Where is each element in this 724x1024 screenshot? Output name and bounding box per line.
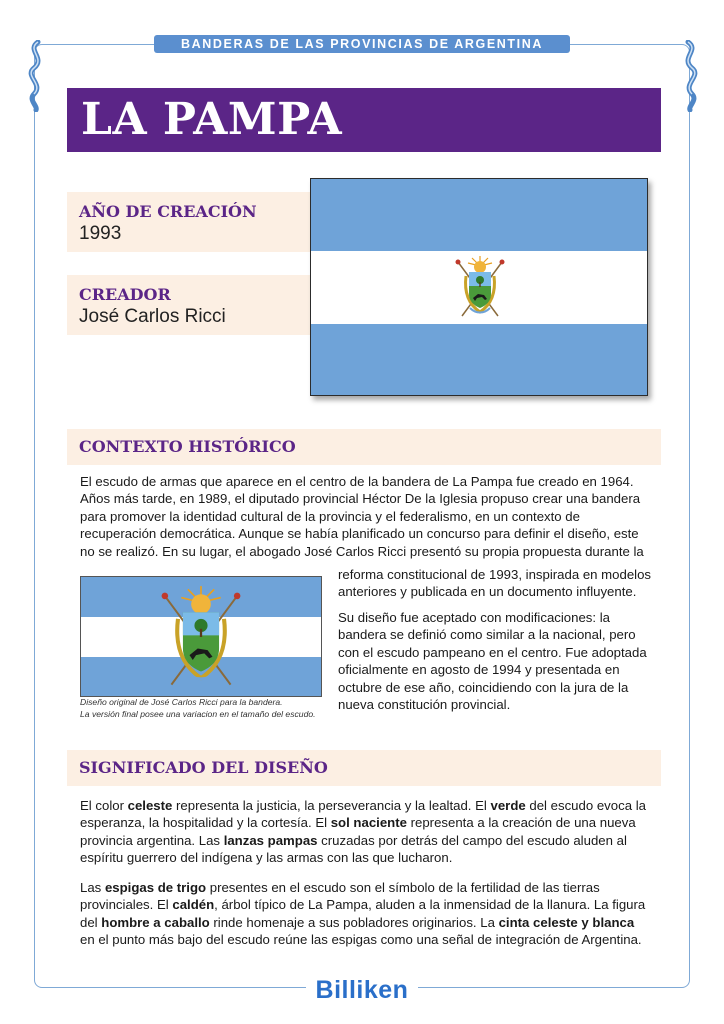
creator-value: José Carlos Ricci bbox=[79, 306, 226, 327]
flag-stripe-bottom bbox=[311, 324, 647, 396]
ribbon-left-decoration bbox=[24, 40, 48, 112]
creator-box bbox=[67, 275, 310, 335]
ribbon-right-decoration bbox=[678, 40, 702, 112]
page-title: LA PAMPA bbox=[81, 94, 343, 145]
la-pampa-flag bbox=[310, 178, 648, 396]
year-label: AÑO DE CREACIÓN bbox=[79, 202, 257, 221]
billiken-logo bbox=[306, 972, 418, 1008]
text-run: rinde homenaje a sus pobladores originarios. La bbox=[209, 914, 499, 930]
significado-paragraph-2 bbox=[80, 879, 650, 949]
highlight-term: celeste bbox=[127, 798, 173, 813]
contexto-paragraph-1: El escudo de armas que aparece en el centro de la bandera de La Pampa fue creado en 1964. Años más tarde, en 1989, el diputado provincial Héctor De la Iglesia propuso crear una bandera para promover la identidad cultural de la provincia y el federalismo, en un contexto de recuperación democrática. Aunque se había planificado un concurso para definir el diseño, este no se realizó. En su lugar, el abogado José Carlos Ricci presentó su propia propuesta durante la bbox=[80, 474, 644, 559]
title-bar bbox=[67, 88, 661, 152]
highlight-term: hombre a caballo bbox=[101, 914, 210, 930]
highlight-term: verde bbox=[490, 798, 526, 813]
series-banner: BANDERAS DE LAS PROVINCIAS DE ARGENTINA bbox=[154, 35, 570, 53]
logo-text: Billiken bbox=[315, 976, 409, 1004]
section-significado bbox=[67, 750, 661, 786]
text-run: representa a la creación de una nueva provincia argentina. Las bbox=[80, 815, 636, 848]
caption-line-2: La versión final posee una variacion en el tamaño del escudo. bbox=[80, 708, 316, 719]
text-run: representa la justicia, la perseverancia y la lealtad. El bbox=[172, 798, 491, 813]
text-run: cruzadas por detrás del campo del escudo aluden al espíritu guerrero del indígena y las armas con las que lucharon. bbox=[80, 832, 627, 866]
flag-stripe-top bbox=[311, 179, 647, 251]
contexto-paragraph-1-continued: reforma constitucional de 1993, inspirada en modelos anteriores y publicada en un documento influyente. bbox=[338, 567, 652, 600]
significado-paragraph-1 bbox=[80, 797, 650, 867]
contexto-paragraph-2: Su diseño fue aceptado con modificaciones: la bandera se definió como similar a la nacional, pero con el escudo pampeano en el centro. Fue adoptada oficialmente en agosto de 1994 y presentada en octubre de ese año, coincidiendo con la jura de la nueva constitución provincial. bbox=[338, 610, 647, 713]
text-run: del escudo evoca la esperanza, la hospitalidad y la cortesía. El bbox=[80, 798, 646, 831]
text-run: en el punto más bajo del escudo reúne las espigas como una señal de integración de Argentina. bbox=[80, 932, 642, 948]
original-flag-image bbox=[80, 576, 322, 697]
year-box bbox=[67, 192, 310, 252]
section-contexto bbox=[67, 429, 661, 465]
caption-line-1: Diseño original de José Carlos Ricci para la bandera. bbox=[80, 697, 283, 707]
original-coat-of-arms-icon bbox=[155, 581, 247, 693]
highlight-term: caldén bbox=[172, 897, 215, 913]
highlight-term: sol naciente bbox=[330, 815, 407, 831]
contexto-heading: CONTEXTO HISTÓRICO bbox=[79, 437, 296, 456]
significado-heading: SIGNIFICADO DEL DISEÑO bbox=[79, 758, 328, 777]
text-run: presentes en el escudo son el símbolo de la fertilidad de las tierras provinciales. El bbox=[80, 880, 600, 913]
year-value: 1993 bbox=[79, 223, 122, 244]
text-run: El color bbox=[80, 798, 128, 813]
text-run: Las bbox=[80, 880, 105, 895]
text-run: , árbol típico de La Pampa, aluden a la inmensidad de la llanura. La figura del bbox=[80, 897, 646, 930]
highlight-term: espigas de trigo bbox=[104, 880, 207, 895]
creator-label: CREADOR bbox=[79, 285, 171, 304]
highlight-term: cinta celeste y blanca bbox=[498, 914, 635, 930]
highlight-term: lanzas pampas bbox=[223, 832, 318, 848]
coat-of-arms-icon bbox=[452, 254, 508, 320]
original-flag-caption bbox=[80, 697, 340, 720]
